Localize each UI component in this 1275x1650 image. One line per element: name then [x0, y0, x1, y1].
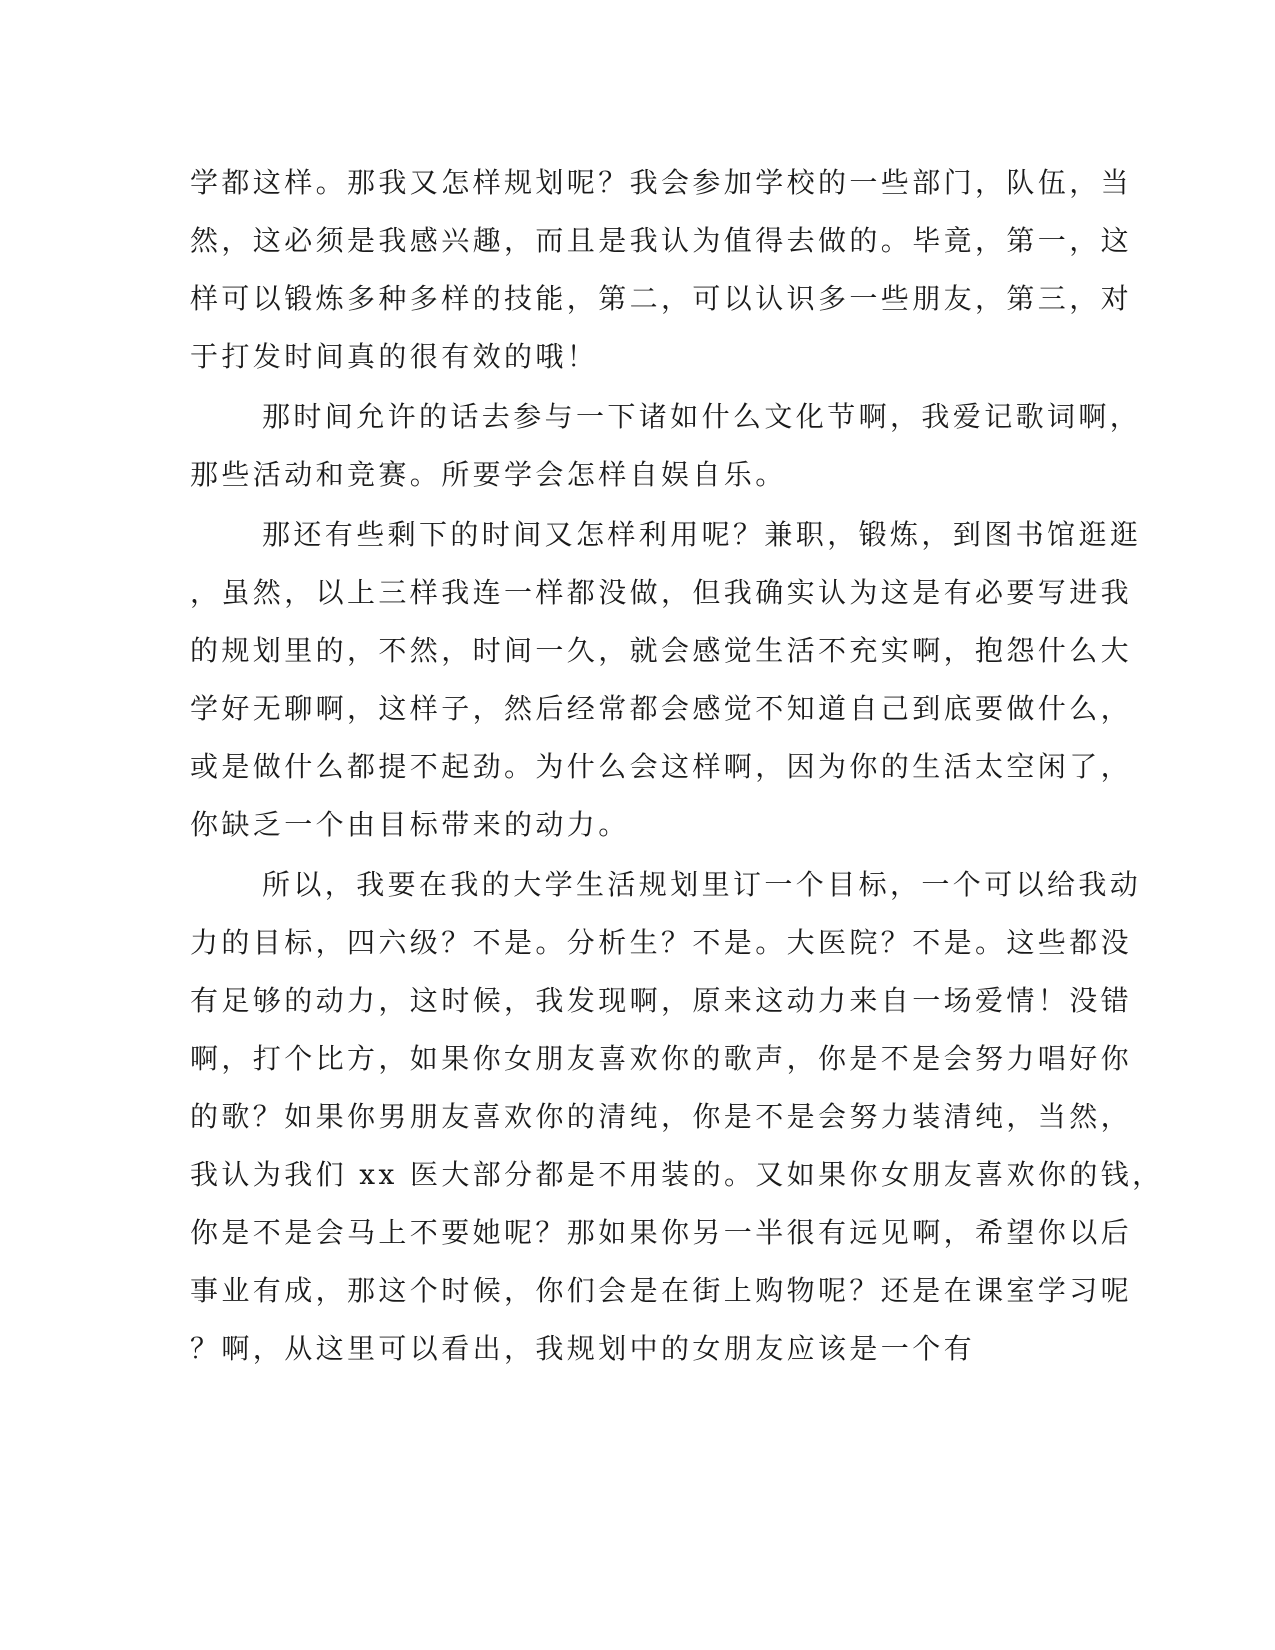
text-line: 然，这必须是我感兴趣，而且是我认为值得去做的。毕竟，第一，这: [190, 224, 1133, 257]
paragraph-first-line: 那还有些剩下的时间又怎样利用呢？兼职，锻炼，到图书馆逛逛: [262, 518, 1142, 551]
text-line: 的歌？如果你男朋友喜欢你的清纯，你是不是会努力装清纯，当然，: [190, 1100, 1133, 1133]
text-line: 事业有成，那这个时候，你们会是在街上购物呢？还是在课室学习呢: [190, 1274, 1133, 1307]
text-line: 样可以锻炼多种多样的技能，第二，可以认识多一些朋友，第三，对: [190, 282, 1133, 315]
paragraph-first-line: 所以，我要在我的大学生活规划里订一个目标，一个可以给我动: [262, 868, 1142, 901]
text-line: ，虽然，以上三样我连一样都没做，但我确实认为这是有必要写进我: [190, 576, 1133, 609]
text-line: 啊，打个比方，如果你女朋友喜欢你的歌声，你是不是会努力唱好你: [190, 1042, 1133, 1075]
text-line: ？啊，从这里可以看出，我规划中的女朋友应该是一个有: [190, 1332, 976, 1365]
text-line: 那些活动和竞赛。所要学会怎样自娱自乐。: [190, 458, 787, 491]
text-line: 的规划里的，不然，时间一久，就会感觉生活不充实啊，抱怨什么大: [190, 634, 1133, 667]
paragraph-first-line: 那时间允许的话去参与一下诸如什么文化节啊，我爱记歌词啊，: [262, 400, 1142, 433]
text-line: 有足够的动力，这时候，我发现啊，原来这动力来自一场爱情！没错: [190, 984, 1133, 1017]
text-line: 力的目标，四六级？不是。分析生？不是。大医院？不是。这些都没: [190, 926, 1133, 959]
text-line: 学都这样。那我又怎样规划呢？我会参加学校的一些部门，队伍，当: [190, 166, 1133, 199]
text-line: 你缺乏一个由目标带来的动力。: [190, 808, 630, 841]
text-line: 我认为我们 xx 医大部分都是不用装的。又如果你女朋友喜欢你的钱，: [190, 1158, 1164, 1191]
text-line: 于打发时间真的很有效的哦！: [190, 340, 599, 373]
text-line: 学好无聊啊，这样子，然后经常都会感觉不知道自己到底要做什么，: [190, 692, 1133, 725]
text-line: 或是做什么都提不起劲。为什么会这样啊，因为你的生活太空闲了，: [190, 750, 1133, 783]
text-line: 你是不是会马上不要她呢？那如果你另一半很有远见啊，希望你以后: [190, 1216, 1133, 1249]
